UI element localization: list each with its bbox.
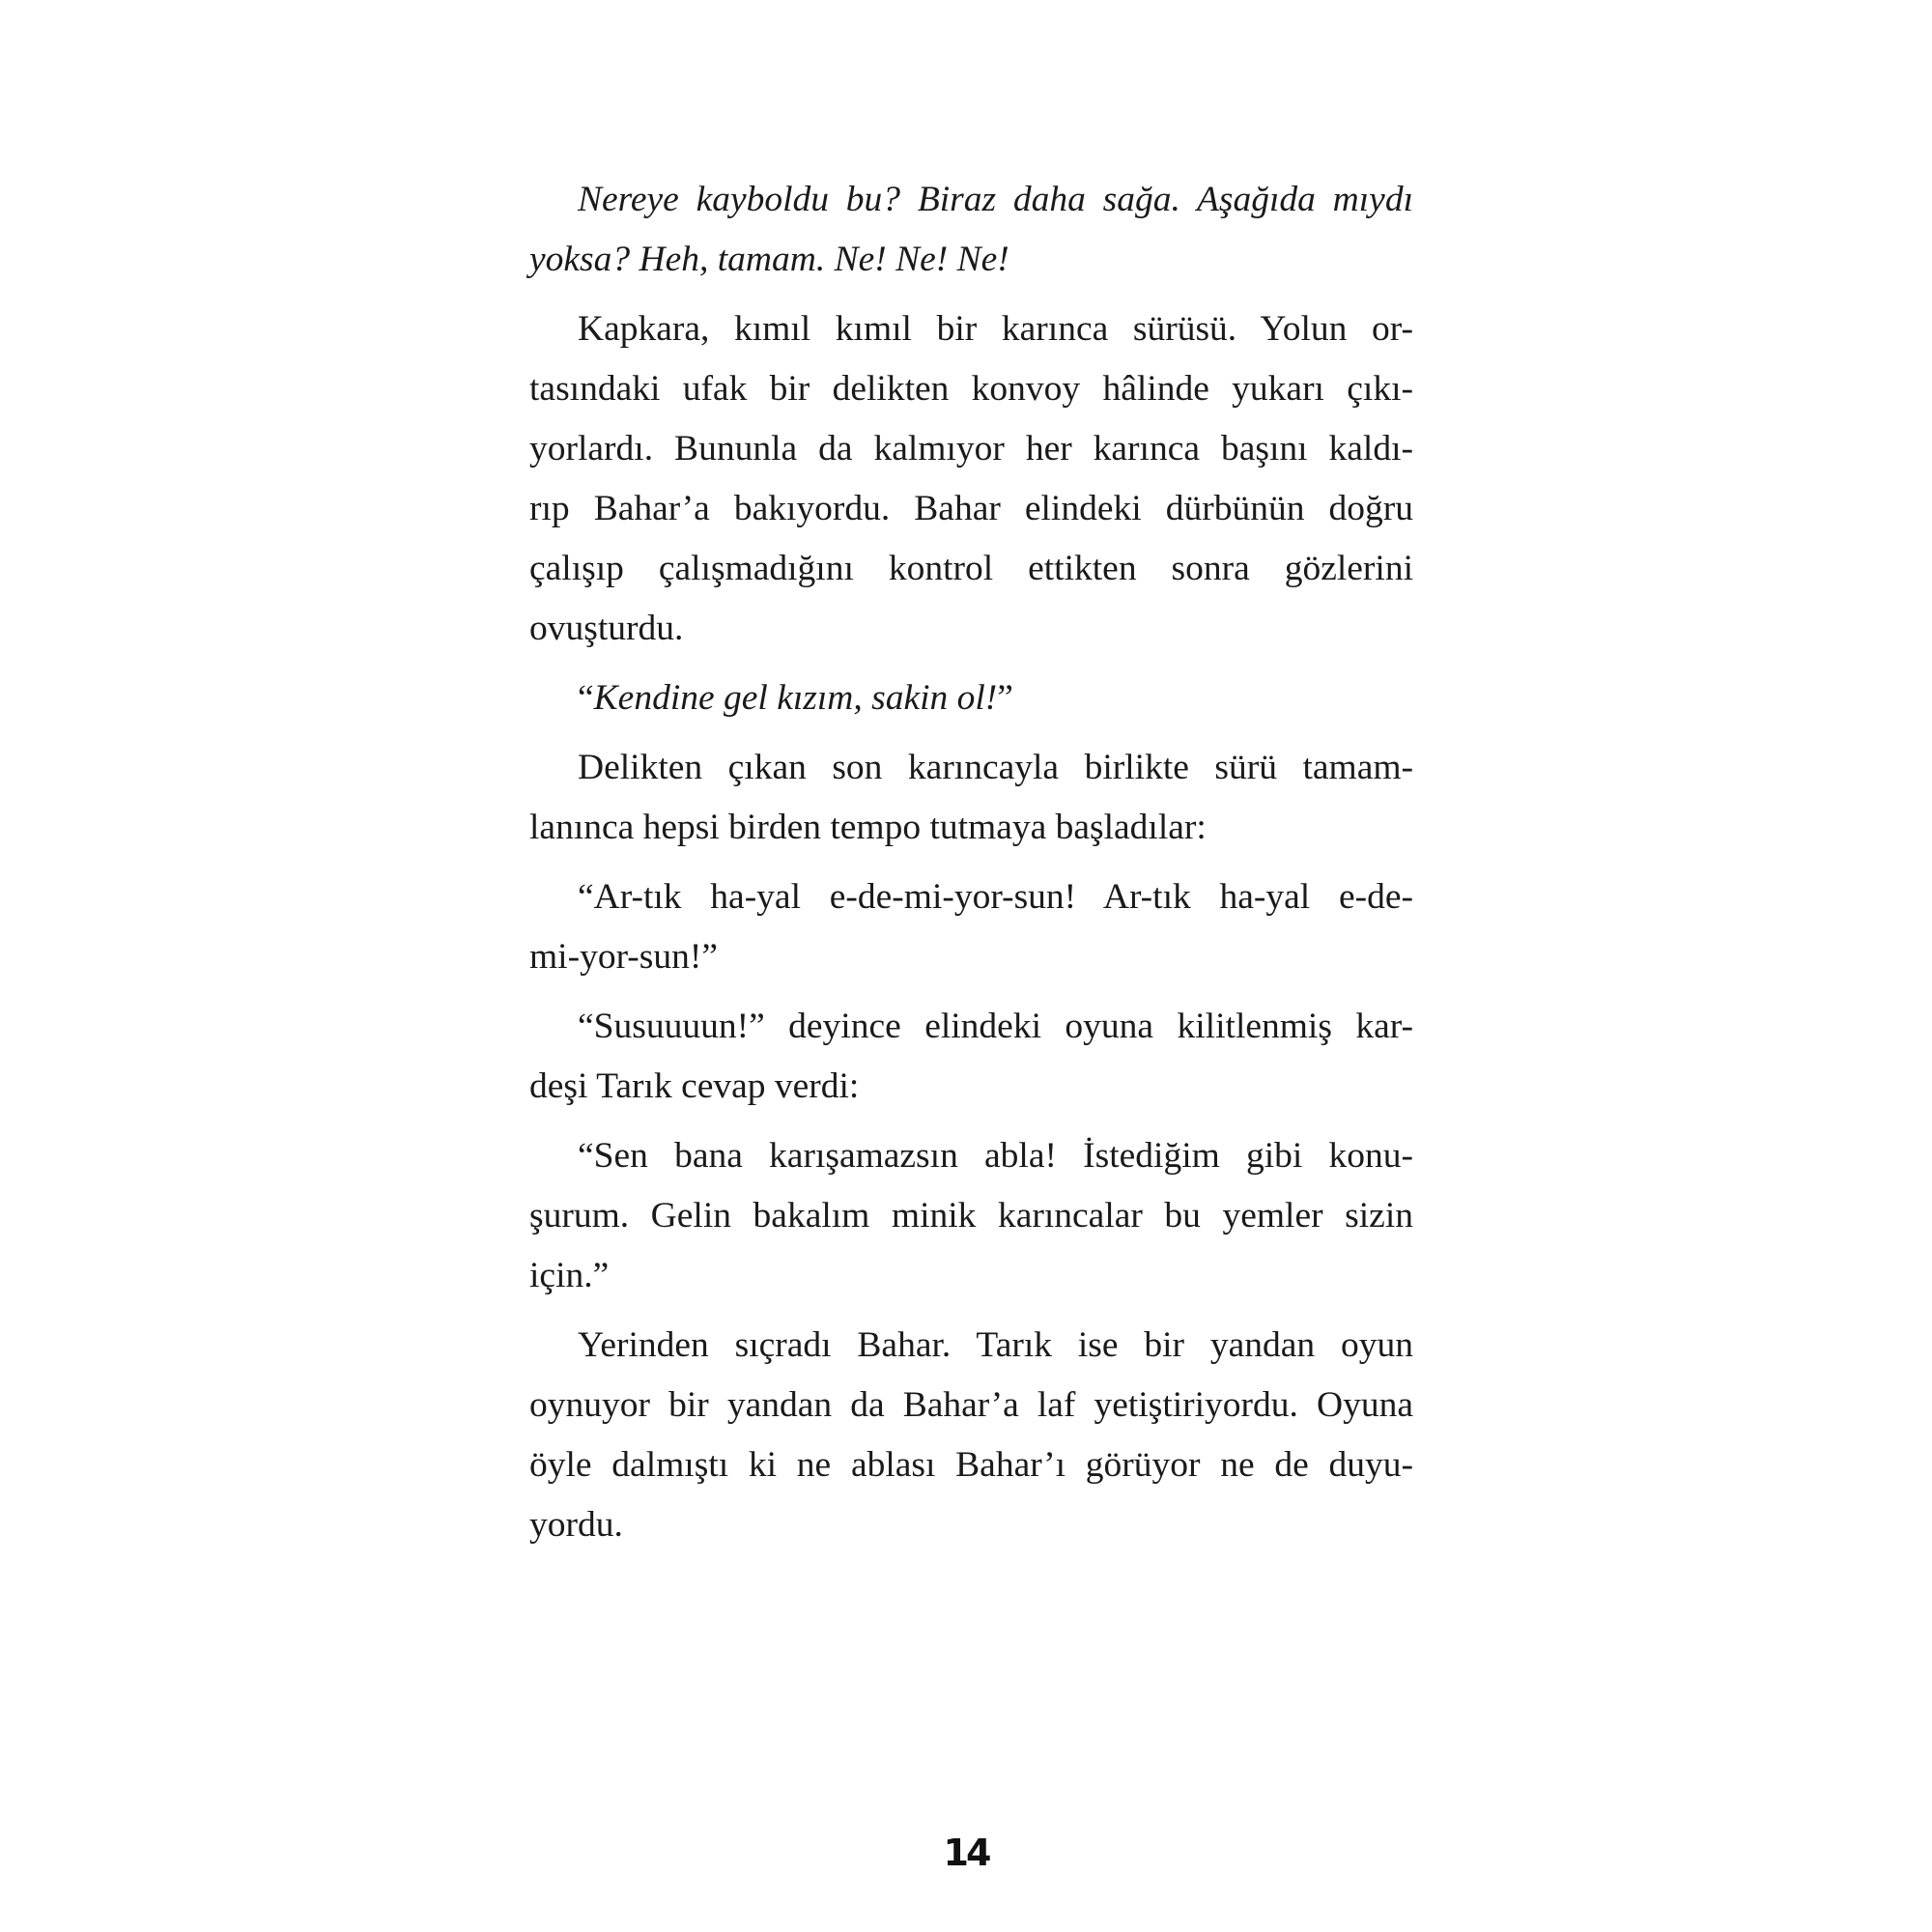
text-line: Kapkara, kımıl kımıl bir karınca sürüsü. Yolun or- (578, 309, 1413, 349)
page-number: 14 (943, 1832, 989, 1874)
text-line: rıp Bahar’a bakıyordu. Bahar elindeki dürbünün doğru (529, 489, 1413, 528)
text-line: Nereye kayboldu bu? Biraz daha sağa. Aşağıda mıydı (578, 180, 1413, 219)
text-line (529, 668, 1413, 728)
text-line: “Ar-tık ha-yal e-de-mi-yor-sun! Ar-tık ha-yal e-de- (578, 877, 1413, 917)
paragraph-2 (529, 299, 1413, 659)
paragraph-7 (529, 1126, 1413, 1306)
open-quote: “ (578, 678, 594, 718)
text-line: lanınca hepsi birden tempo tutmaya başladılar: (529, 808, 1207, 847)
text-line: Delikten çıkan son karıncayla birlikte sürü tamam- (578, 748, 1413, 787)
text-line: çalışıp çalışmadığını kontrol ettikten sonra gözlerini (529, 549, 1413, 588)
text-line: oynuyor bir yandan da Bahar’a laf yetiştiriyordu. Oyuna (529, 1385, 1413, 1425)
text-line: Yerinden sıçradı Bahar. Tarık ise bir yandan oyun (578, 1325, 1413, 1365)
paragraph-3 (529, 668, 1413, 728)
text-line: için.” (529, 1256, 610, 1295)
italic-speech: Kendine gel kızım, sakin ol! (593, 678, 998, 718)
text-line: “Sen bana karışamazsın abla! İstediğim gibi konu- (578, 1136, 1413, 1176)
text-line: yordu. (529, 1505, 623, 1545)
page-body (529, 170, 1413, 1565)
text-line: tasındaki ufak bir delikten konvoy hâlinde yukarı çıkı- (529, 369, 1413, 409)
text-line: yorlardı. Bununla da kalmıyor her karınca başını kaldı- (529, 429, 1413, 469)
text-line: ovuşturdu. (529, 609, 684, 648)
paragraph-6 (529, 997, 1413, 1117)
paragraph-5 (529, 867, 1413, 987)
paragraph-8 (529, 1316, 1413, 1555)
text-line: deşi Tarık cevap verdi: (529, 1066, 860, 1106)
text-line: şurum. Gelin bakalım minik karıncalar bu yemler sizin (529, 1196, 1413, 1236)
paragraph-1 (529, 170, 1413, 290)
close-quote: ” (997, 678, 1013, 718)
text-line: yoksa? Heh, tamam. Ne! Ne! Ne! (529, 240, 1009, 279)
text-line: “Susuuuun!” deyince elindeki oyuna kilitlenmiş kar- (578, 1007, 1413, 1046)
text-line: mi-yor-sun!” (529, 937, 719, 977)
paragraph-4 (529, 738, 1413, 858)
text-line: öyle dalmıştı ki ne ablası Bahar’ı görüyor ne de duyu- (529, 1445, 1413, 1485)
